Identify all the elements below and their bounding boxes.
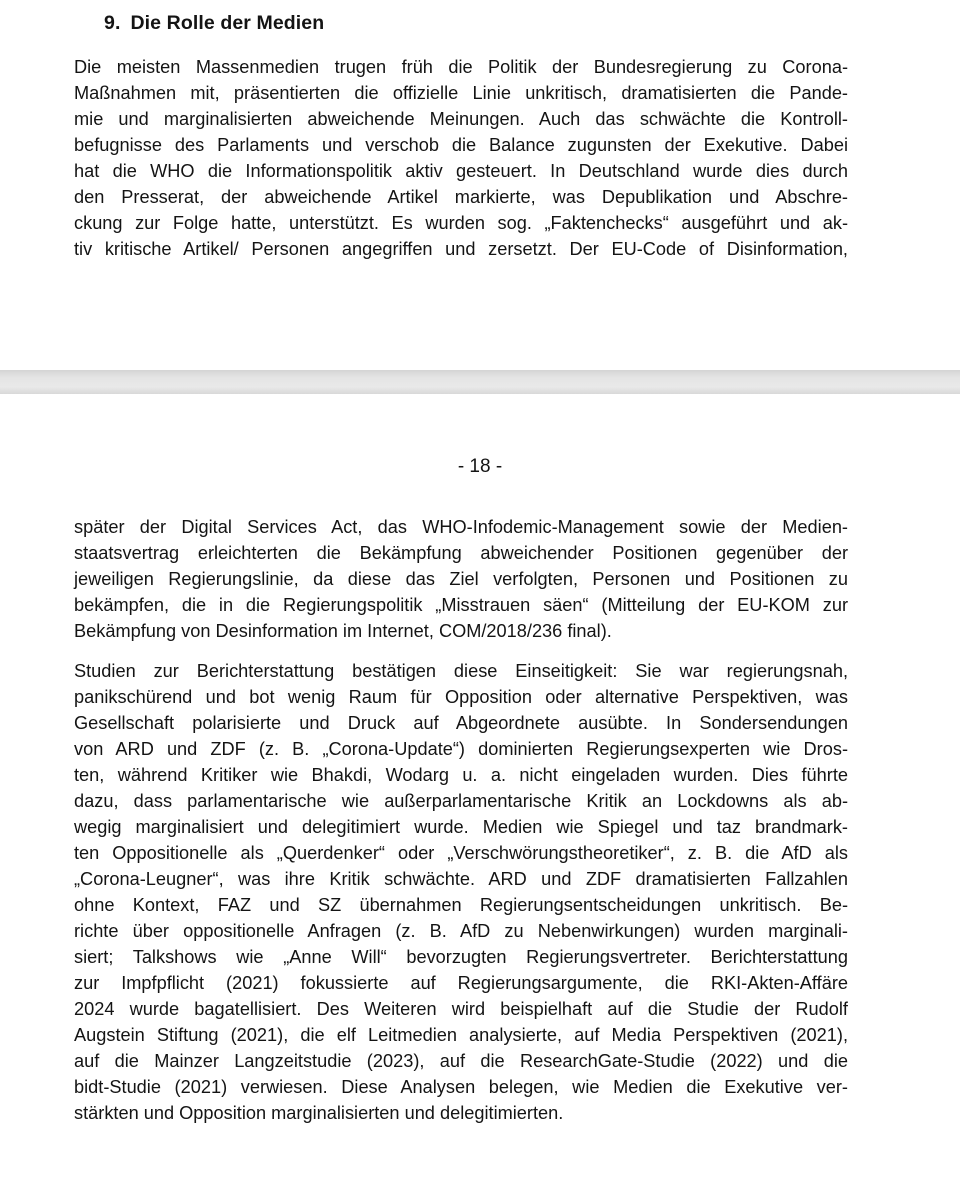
text-line: hat die WHO die Informationspolitik aktiv gesteuert. In Deutschland wurde dies durch bbox=[74, 161, 848, 181]
text-line: ohne Kontext, FAZ und SZ übernahmen Regierungsentscheidungen unkritisch. Be- bbox=[74, 895, 848, 915]
text-line: „Corona-Leugner“, was ihre Kritik schwächte. ARD und ZDF dramatisierten Fallzahlen bbox=[74, 869, 848, 889]
text-line: Maßnahmen mit, präsentierten die offizielle Linie unkritisch, dramatisierten die Pande- bbox=[74, 83, 848, 103]
text-line: Bekämpfung von Desinformation im Internet, COM/2018/236 final). bbox=[74, 621, 612, 641]
text-line: den Presserat, der abweichende Artikel markierte, was Depublikation und Abschre- bbox=[74, 187, 848, 207]
text-line: mie und marginalisierten abweichende Meinungen. Auch das schwächte die Kontroll- bbox=[74, 109, 848, 129]
text-line: befugnisse des Parlaments und verschob die Balance zugunsten der Exekutive. Dabei bbox=[74, 135, 848, 155]
page-number: - 18 - bbox=[457, 456, 503, 477]
text-line: Gesellschaft polarisierte und Druck auf Abgeordnete ausübte. In Sondersendungen bbox=[74, 713, 848, 733]
section-heading bbox=[104, 12, 324, 35]
text-line: zur Impfpflicht (2021) fokussierte auf Regierungsargumente, die RKI-Akten-Affäre bbox=[74, 973, 848, 993]
text-line: Augstein Stiftung (2021), die elf Leitmedien analysierte, auf Media Perspektiven (2021), bbox=[74, 1025, 848, 1045]
text-line: ten, während Kritiker wie Bhakdi, Wodarg u. a. nicht eingeladen wurden. Dies führte bbox=[74, 765, 848, 785]
text-line: panikschürend und bot wenig Raum für Opposition oder alternative Perspektiven, was bbox=[74, 687, 848, 707]
text-line: wegig marginalisiert und delegitimiert wurde. Medien wie Spiegel und taz brandmark- bbox=[74, 817, 848, 837]
text-line: stärkten und Opposition marginalisierten und delegitimierten. bbox=[74, 1103, 564, 1123]
document-page-top bbox=[0, 0, 960, 370]
section-number: 9. bbox=[104, 12, 121, 34]
text-line: Studien zur Berichterstattung bestätigen diese Einseitigkeit: Sie war regierungsnah, bbox=[74, 661, 848, 681]
text-line: siert; Talkshows wie „Anne Will“ bevorzugten Regierungsvertreter. Berichterstattung bbox=[74, 947, 848, 967]
text-line: jeweiligen Regierungslinie, da diese das Ziel verfolgten, Personen und Positionen zu bbox=[74, 569, 848, 589]
text-line: staatsvertrag erleichterten die Bekämpfung abweichender Positionen gegenüber der bbox=[74, 543, 848, 563]
text-line: richte über oppositionelle Anfragen (z. B. AfD zu Nebenwirkungen) wurden marginali- bbox=[74, 921, 848, 941]
text-line: bidt-Studie (2021) verwiesen. Diese Analysen belegen, wie Medien die Exekutive ver- bbox=[74, 1077, 848, 1097]
section-title: Die Rolle der Medien bbox=[130, 12, 325, 34]
text-line: von ARD und ZDF (z. B. „Corona-Update“) dominierten Regierungsexperten wie Dros- bbox=[74, 739, 848, 759]
text-line: 2024 wurde bagatellisiert. Des Weiteren wird beispielhaft auf die Studie der Rudolf bbox=[74, 999, 848, 1019]
text-line: ten Oppositionelle als „Querdenker“ oder „Verschwörungstheoretiker“, z. B. die AfD als bbox=[74, 843, 848, 863]
text-line: ckung zur Folge hatte, unterstützt. Es wurden sog. „Faktenchecks“ ausgeführt und ak- bbox=[74, 213, 848, 233]
text-line: tiv kritische Artikel/ Personen angegriffen und zersetzt. Der EU-Code of Disinformation, bbox=[74, 239, 848, 259]
text-line: dazu, dass parlamentarische wie außerparlamentarische Kritik an Lockdowns als ab- bbox=[74, 791, 848, 811]
page-separator bbox=[0, 370, 960, 394]
text-line: bekämpfen, die in die Regierungspolitik „Misstrauen säen“ (Mitteilung der EU-KOM zur bbox=[74, 595, 848, 615]
document-page-bottom bbox=[0, 394, 960, 1187]
text-line: später der Digital Services Act, das WHO-Infodemic-Management sowie der Medien- bbox=[74, 517, 848, 537]
text-line: Die meisten Massenmedien trugen früh die Politik der Bundesregierung zu Corona- bbox=[74, 57, 848, 77]
text-line: auf die Mainzer Langzeitstudie (2023), auf die ResearchGate-Studie (2022) und die bbox=[74, 1051, 848, 1071]
